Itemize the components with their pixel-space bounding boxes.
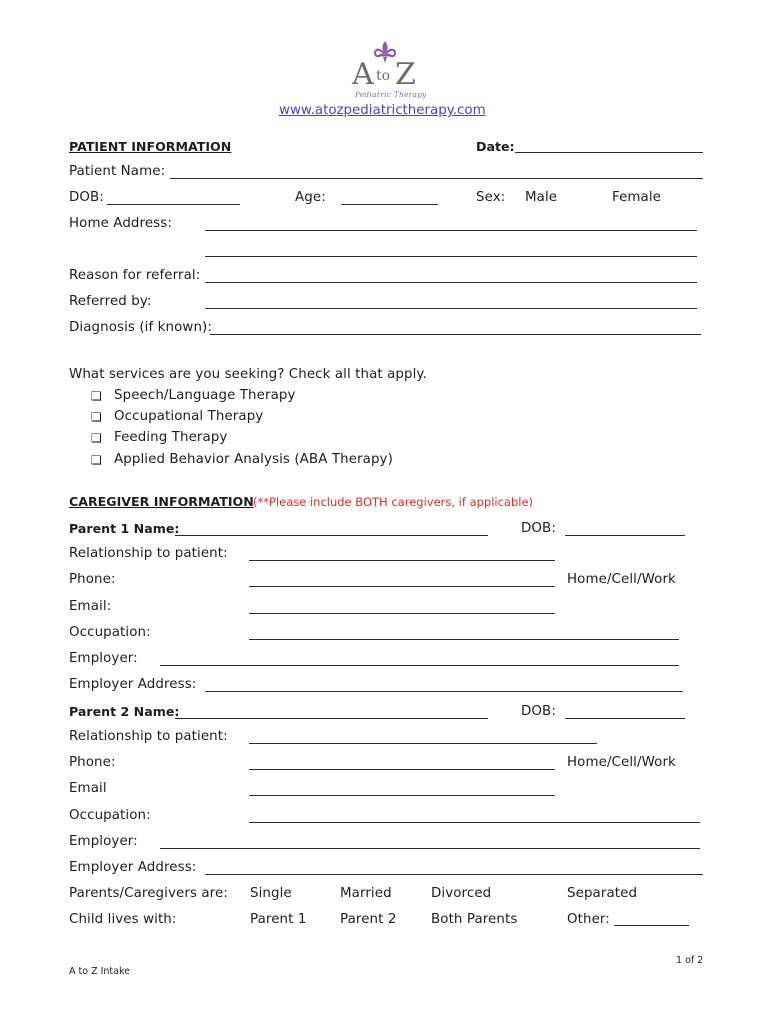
referred-by-field[interactable] xyxy=(205,308,697,309)
service-speech: Speech/Language Therapy xyxy=(114,388,296,403)
date-label: Date: xyxy=(476,139,515,154)
parent2-employer-field[interactable] xyxy=(160,848,700,849)
parent1-employer-field[interactable] xyxy=(160,665,679,666)
checkbox-icon[interactable]: ❏ xyxy=(91,453,102,467)
parent2-email-label: Email xyxy=(69,781,107,796)
checkbox-icon[interactable]: ❏ xyxy=(91,410,102,424)
parent2-dob-label: DOB: xyxy=(521,704,556,719)
lives-with-other[interactable]: Other: ___________ xyxy=(567,912,690,927)
parent1-occupation-label: Occupation: xyxy=(69,625,151,640)
age-label: Age: xyxy=(295,190,326,205)
page-number: 1 of 2 xyxy=(676,955,704,966)
caregiver-status-label: Parents/Caregivers are: xyxy=(69,886,228,901)
home-address-field-2[interactable] xyxy=(205,256,697,257)
service-aba: Applied Behavior Analysis (ABA Therapy) xyxy=(114,452,393,467)
logo-letter-z: Z xyxy=(395,57,416,92)
parent2-email-field[interactable] xyxy=(249,795,555,796)
home-address-label: Home Address: xyxy=(69,216,172,231)
sex-label: Sex: xyxy=(476,190,506,205)
reason-field[interactable] xyxy=(205,282,697,283)
lives-with-parent1[interactable]: Parent 1 xyxy=(250,912,307,927)
logo xyxy=(340,40,430,102)
parent1-occupation-field[interactable] xyxy=(249,639,679,640)
diagnosis-label: Diagnosis (if known): xyxy=(69,320,212,335)
parent2-name-field[interactable] xyxy=(175,718,488,719)
checkbox-icon[interactable]: ❏ xyxy=(91,389,102,403)
date-field[interactable] xyxy=(515,152,703,153)
parent2-name-label: Parent 2 Name: xyxy=(69,704,180,719)
status-option-single[interactable]: Single xyxy=(250,886,292,901)
parent2-phone-type[interactable]: Home/Cell/Work xyxy=(567,755,676,770)
parent2-employer-address-field[interactable] xyxy=(205,874,703,875)
parent2-employer-label: Employer: xyxy=(69,834,138,849)
parent2-relationship-label: Relationship to patient: xyxy=(69,729,228,744)
parent1-dob-label: DOB: xyxy=(521,521,556,536)
logo-letter-a: A xyxy=(352,57,374,92)
parent2-phone-field[interactable] xyxy=(249,769,555,770)
parent2-occupation-field[interactable] xyxy=(249,822,700,823)
sex-option-male[interactable]: Male xyxy=(525,190,558,205)
parent2-phone-label: Phone: xyxy=(69,755,116,770)
parent2-dob-field[interactable] xyxy=(565,718,685,719)
referred-by-label: Referred by: xyxy=(69,294,152,309)
status-option-married[interactable]: Married xyxy=(340,886,392,901)
parent1-employer-address-field[interactable] xyxy=(205,691,683,692)
logo-to: to xyxy=(376,68,391,84)
sex-option-female[interactable]: Female xyxy=(612,190,662,205)
caregiver-info-heading: CAREGIVER INFORMATION xyxy=(69,494,254,509)
home-address-field-1[interactable] xyxy=(205,230,697,231)
status-option-divorced[interactable]: Divorced xyxy=(431,886,492,901)
checkbox-icon[interactable]: ❏ xyxy=(91,431,102,445)
patient-name-label: Patient Name: xyxy=(69,164,166,179)
footer-doc-title: A to Z Intake xyxy=(69,966,130,977)
parent1-relationship-field[interactable] xyxy=(249,560,555,561)
parent1-employer-address-label: Employer Address: xyxy=(69,677,197,692)
diagnosis-field[interactable] xyxy=(210,334,701,335)
parent1-name-field[interactable] xyxy=(175,535,488,536)
lives-with-label: Child lives with: xyxy=(69,912,177,927)
parent1-dob-field[interactable] xyxy=(565,535,685,536)
parent1-phone-type[interactable]: Home/Cell/Work xyxy=(567,572,676,587)
parent2-occupation-label: Occupation: xyxy=(69,808,151,823)
parent1-employer-label: Employer: xyxy=(69,651,138,666)
patient-info-heading: PATIENT INFORMATION xyxy=(69,139,232,154)
parent1-phone-label: Phone: xyxy=(69,572,116,587)
parent1-phone-field[interactable] xyxy=(249,586,555,587)
status-option-separated[interactable]: Separated xyxy=(567,886,638,901)
lives-with-parent2[interactable]: Parent 2 xyxy=(340,912,397,927)
service-feeding: Feeding Therapy xyxy=(114,430,228,445)
lives-with-both[interactable]: Both Parents xyxy=(431,912,518,927)
caregiver-note: (**Please include BOTH caregivers, if applicable) xyxy=(253,495,534,509)
age-field[interactable] xyxy=(341,204,438,205)
logo-tagline: Pediatric Therapy xyxy=(355,91,427,99)
dob-field[interactable] xyxy=(107,204,240,205)
parent1-relationship-label: Relationship to patient: xyxy=(69,546,228,561)
patient-name-field[interactable] xyxy=(170,178,703,179)
reason-label: Reason for referral: xyxy=(69,268,201,283)
parent1-email-label: Email: xyxy=(69,599,112,614)
dob-label: DOB: xyxy=(69,190,104,205)
service-occupational: Occupational Therapy xyxy=(114,409,264,424)
parent1-email-field[interactable] xyxy=(249,613,555,614)
parent1-name-label: Parent 1 Name: xyxy=(69,521,180,536)
services-question: What services are you seeking? Check all that apply. xyxy=(69,367,427,382)
fleur-de-lis-icon xyxy=(373,40,397,70)
parent2-employer-address-label: Employer Address: xyxy=(69,860,197,875)
parent2-relationship-field[interactable] xyxy=(249,743,597,744)
website-link[interactable]: www.atozpediatrictherapy.com xyxy=(279,103,486,118)
